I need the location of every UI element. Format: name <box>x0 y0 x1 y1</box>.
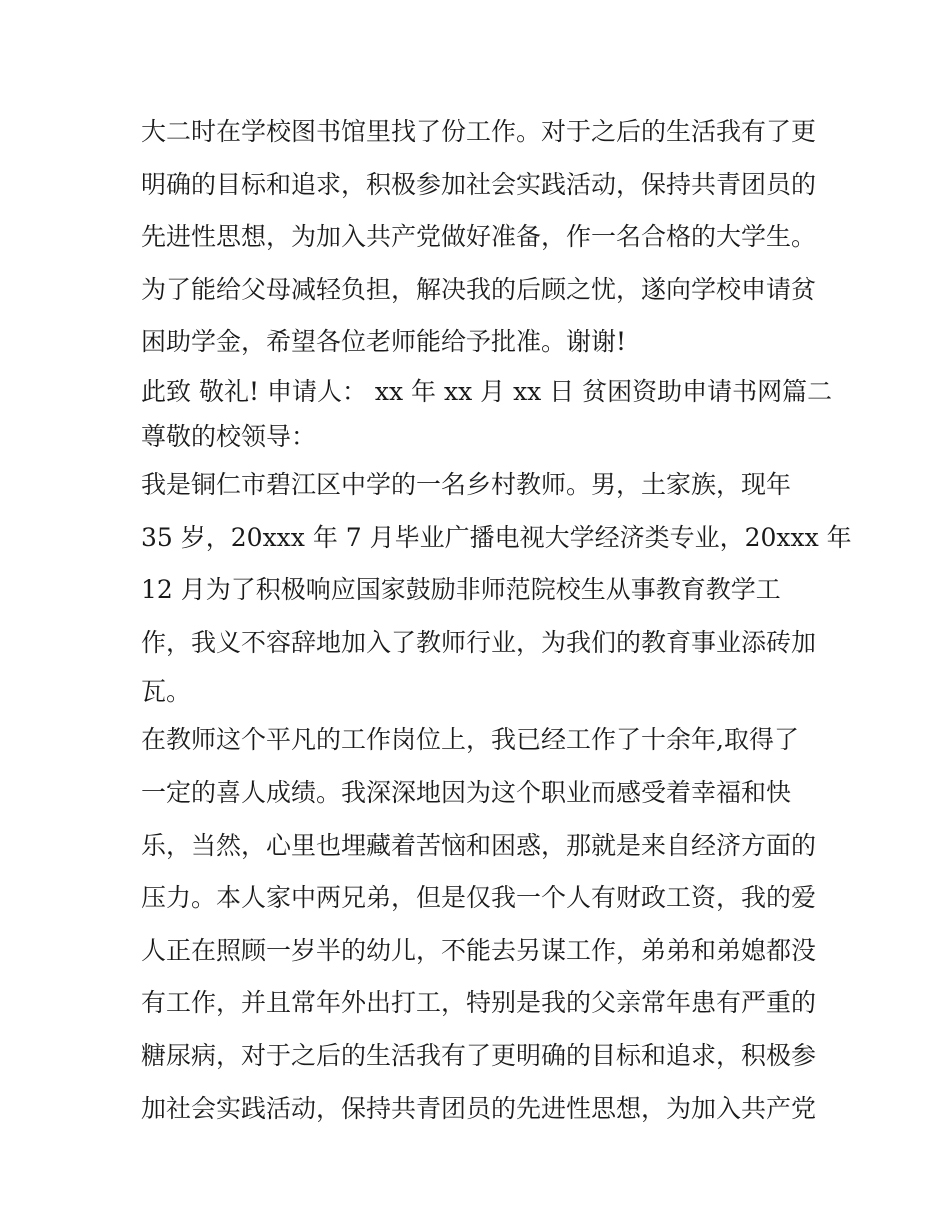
text-line: 明确的目标和追求，积极参加社会实践活动，保持共青团员的 <box>141 169 817 199</box>
text-line: 尊敬的校领导： <box>141 421 317 451</box>
text-line: 人正在照顾一岁半的幼儿，不能去另谋工作，弟弟和弟媳都没 <box>141 935 817 965</box>
text-line: 困助学金，希望各位老师能给予批准。谢谢! <box>141 327 627 357</box>
document-body <box>141 106 852 1135</box>
text-line: 压力。本人家中两兄弟，但是仅我一个人有财政工资，我的爱 <box>141 883 817 913</box>
text-line: 12 月为了积极响应国家鼓励非师范院校生从事教育教学工 <box>141 575 781 605</box>
text-line: 加社会实践活动，保持共青团员的先进性思想，为加入共产党 <box>141 1093 817 1123</box>
text-line: 乐，当然，心里也埋藏着苦恼和困惑，那就是来自经济方面的 <box>141 830 817 860</box>
text-line: 35 岁，20xxx 年 7 月毕业广播电视大学经济类专业，20xxx 年 <box>141 522 852 552</box>
text-line: 作，我义不容辞地加入了教师行业，为我们的教育事业添砖加 <box>141 627 817 657</box>
text-line: 为了能给父母减轻负担，解决我的后顾之忧，遂向学校申请贫 <box>141 274 817 304</box>
text-line: 先进性思想，为加入共产党做好准备，作一名合格的大学生。 <box>141 222 817 252</box>
text-line: 此致 敬礼! 申请人： xx 年 xx 月 xx 日 贫困资助申请书网篇二 <box>141 376 833 406</box>
text-line: 一定的喜人成绩。我深深地因为这个职业而感受着幸福和快 <box>141 777 792 807</box>
text-line: 瓦。 <box>141 677 192 707</box>
text-line: 大二时在学校图书馆里找了份工作。对于之后的生活我有了更 <box>141 117 817 146</box>
text-line: 糖尿病，对于之后的生活我有了更明确的目标和追求，积极参 <box>141 1040 817 1070</box>
text-line: 在教师这个平凡的工作岗位上，我已经工作了十余年,取得了 <box>141 725 799 755</box>
text-line: 我是铜仁市碧江区中学的一名乡村教师。男，土家族，现年 <box>141 469 792 499</box>
text-line: 有工作，并且常年外出打工，特别是我的父亲常年患有严重的 <box>141 988 817 1018</box>
